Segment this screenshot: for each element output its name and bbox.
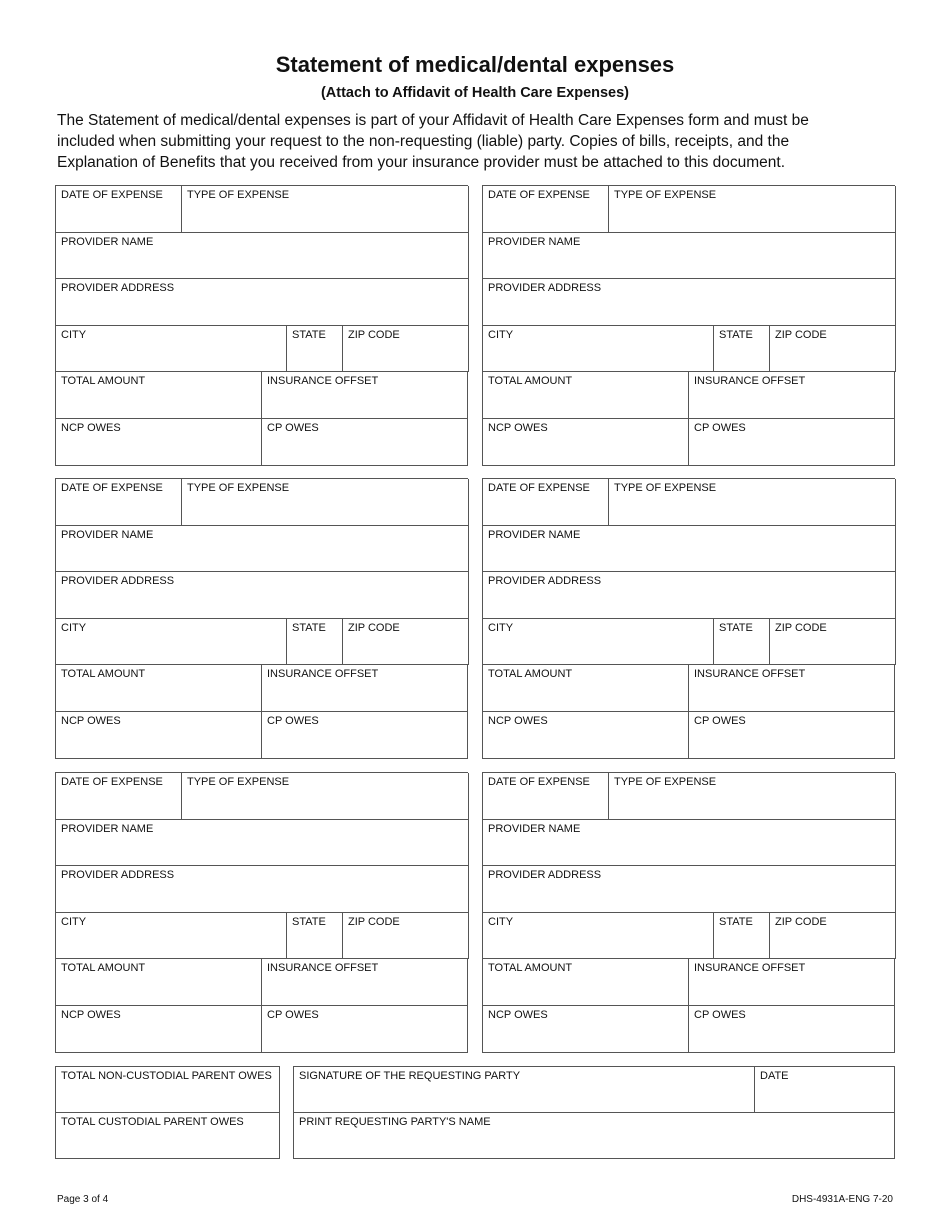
state-label: STATE bbox=[292, 329, 326, 341]
state-label: STATE bbox=[719, 622, 753, 634]
provider-name-label: PROVIDER NAME bbox=[488, 529, 581, 541]
provider-name-input[interactable] bbox=[488, 550, 890, 568]
ncp-owes-label: NCP OWES bbox=[61, 1009, 121, 1021]
state-cell[interactable] bbox=[714, 913, 770, 959]
intro-line: included when submitting your request to the non-requesting (liable) party. Copies of bills, receipts, and the bbox=[57, 133, 790, 150]
ncp-owes-input[interactable] bbox=[61, 1031, 256, 1049]
zip-code-input[interactable] bbox=[348, 937, 463, 955]
expense-block bbox=[482, 772, 895, 1053]
date-of-expense-label: DATE OF EXPENSE bbox=[61, 776, 163, 788]
ncp-owes-input[interactable] bbox=[61, 444, 256, 462]
city-label: CITY bbox=[61, 329, 87, 341]
type-of-expense-cell[interactable] bbox=[609, 479, 896, 526]
zip-code-input[interactable] bbox=[775, 937, 890, 955]
provider-name-input[interactable] bbox=[61, 844, 463, 862]
date-of-expense-cell[interactable] bbox=[483, 479, 609, 526]
provider-name-cell[interactable] bbox=[483, 526, 896, 572]
date-of-expense-label: DATE OF EXPENSE bbox=[61, 482, 163, 494]
ncp-owes-cell[interactable] bbox=[56, 712, 262, 759]
signature-label: SIGNATURE OF THE REQUESTING PARTY bbox=[299, 1070, 521, 1082]
total-ncp-owes-label: TOTAL NON-CUSTODIAL PARENT OWES bbox=[61, 1070, 272, 1082]
cp-owes-input[interactable] bbox=[267, 737, 462, 755]
date-cell[interactable] bbox=[755, 1067, 895, 1113]
city-cell[interactable] bbox=[483, 619, 714, 665]
total-amount-cell[interactable] bbox=[56, 665, 262, 712]
zip-code-label: ZIP CODE bbox=[775, 329, 827, 341]
city-input[interactable] bbox=[61, 937, 281, 955]
provider-address-cell[interactable] bbox=[56, 866, 469, 913]
insurance-offset-label: INSURANCE OFFSET bbox=[694, 668, 806, 680]
cp-owes-input[interactable] bbox=[694, 1031, 889, 1049]
date-of-expense-input[interactable] bbox=[61, 504, 176, 522]
total-amount-label: TOTAL AMOUNT bbox=[488, 962, 573, 974]
date-of-expense-input[interactable] bbox=[488, 211, 603, 229]
insurance-offset-input[interactable] bbox=[267, 690, 462, 708]
date-of-expense-cell[interactable] bbox=[483, 186, 609, 233]
expense-block bbox=[55, 772, 468, 1053]
total-amount-input[interactable] bbox=[61, 690, 256, 708]
provider-name-input[interactable] bbox=[488, 257, 890, 275]
insurance-offset-label: INSURANCE OFFSET bbox=[267, 375, 379, 387]
provider-address-input[interactable] bbox=[61, 304, 463, 322]
cp-owes-input[interactable] bbox=[694, 444, 889, 462]
provider-address-input[interactable] bbox=[488, 597, 890, 615]
zip-code-cell[interactable] bbox=[770, 913, 896, 959]
type-of-expense-cell[interactable] bbox=[609, 773, 896, 820]
total-amount-label: TOTAL AMOUNT bbox=[488, 668, 573, 680]
state-cell[interactable] bbox=[714, 326, 770, 372]
type-of-expense-input[interactable] bbox=[187, 504, 463, 522]
ncp-owes-input[interactable] bbox=[61, 737, 256, 755]
provider-address-input[interactable] bbox=[488, 891, 890, 909]
print-name-input[interactable] bbox=[299, 1137, 889, 1155]
state-input[interactable] bbox=[719, 937, 764, 955]
intro-paragraph bbox=[57, 110, 897, 173]
expense-block bbox=[55, 185, 468, 466]
city-input[interactable] bbox=[61, 643, 281, 661]
state-cell[interactable] bbox=[287, 913, 343, 959]
total-amount-input[interactable] bbox=[488, 690, 683, 708]
signature-box bbox=[293, 1066, 895, 1159]
provider-name-input[interactable] bbox=[61, 550, 463, 568]
expense-block bbox=[55, 478, 468, 759]
ncp-owes-input[interactable] bbox=[488, 444, 683, 462]
city-cell[interactable] bbox=[483, 913, 714, 959]
date-of-expense-label: DATE OF EXPENSE bbox=[61, 189, 163, 201]
date-of-expense-label: DATE OF EXPENSE bbox=[488, 482, 590, 494]
ncp-owes-label: NCP OWES bbox=[61, 715, 121, 727]
date-of-expense-cell[interactable] bbox=[483, 773, 609, 820]
type-of-expense-cell[interactable] bbox=[182, 479, 469, 526]
provider-address-label: PROVIDER ADDRESS bbox=[61, 869, 175, 881]
zip-code-cell[interactable] bbox=[770, 326, 896, 372]
date-of-expense-label: DATE OF EXPENSE bbox=[488, 776, 590, 788]
type-of-expense-label: TYPE OF EXPENSE bbox=[187, 189, 290, 201]
print-name-cell[interactable] bbox=[294, 1113, 895, 1159]
city-input[interactable] bbox=[488, 937, 708, 955]
zip-code-label: ZIP CODE bbox=[775, 916, 827, 928]
page-number: Page 3 of 4 bbox=[57, 1194, 109, 1205]
type-of-expense-label: TYPE OF EXPENSE bbox=[614, 776, 717, 788]
provider-name-input[interactable] bbox=[61, 257, 463, 275]
ncp-owes-input[interactable] bbox=[488, 737, 683, 755]
type-of-expense-cell[interactable] bbox=[182, 773, 469, 820]
ncp-owes-cell[interactable] bbox=[56, 1006, 262, 1053]
date-input[interactable] bbox=[760, 1091, 889, 1109]
zip-code-cell[interactable] bbox=[343, 913, 469, 959]
city-cell[interactable] bbox=[483, 326, 714, 372]
cp-owes-cell[interactable] bbox=[689, 1006, 895, 1053]
state-label: STATE bbox=[292, 916, 326, 928]
total-amount-label: TOTAL AMOUNT bbox=[61, 962, 146, 974]
insurance-offset-label: INSURANCE OFFSET bbox=[694, 375, 806, 387]
total-amount-cell[interactable] bbox=[483, 665, 689, 712]
date-of-expense-input[interactable] bbox=[61, 798, 176, 816]
state-cell[interactable] bbox=[287, 326, 343, 372]
total-cp-owes-cell[interactable] bbox=[56, 1113, 280, 1159]
insurance-offset-input[interactable] bbox=[694, 984, 889, 1002]
provider-name-cell[interactable] bbox=[56, 820, 469, 866]
cp-owes-cell[interactable] bbox=[262, 712, 468, 759]
insurance-offset-input[interactable] bbox=[694, 397, 889, 415]
total-ncp-owes-input[interactable] bbox=[61, 1091, 274, 1109]
city-label: CITY bbox=[488, 329, 514, 341]
total-amount-cell[interactable] bbox=[56, 372, 262, 419]
signature-input[interactable] bbox=[299, 1091, 749, 1109]
state-input[interactable] bbox=[292, 937, 337, 955]
ncp-owes-cell[interactable] bbox=[483, 419, 689, 466]
cp-owes-label: CP OWES bbox=[694, 422, 746, 434]
city-cell[interactable] bbox=[56, 326, 287, 372]
total-amount-cell[interactable] bbox=[56, 959, 262, 1006]
insurance-offset-label: INSURANCE OFFSET bbox=[694, 962, 806, 974]
provider-address-label: PROVIDER ADDRESS bbox=[488, 575, 602, 587]
cp-owes-label: CP OWES bbox=[694, 1009, 746, 1021]
city-label: CITY bbox=[61, 916, 87, 928]
insurance-offset-cell[interactable] bbox=[262, 959, 468, 1006]
cp-owes-cell[interactable] bbox=[262, 419, 468, 466]
type-of-expense-input[interactable] bbox=[187, 211, 463, 229]
state-label: STATE bbox=[292, 622, 326, 634]
expense-block bbox=[482, 478, 895, 759]
type-of-expense-label: TYPE OF EXPENSE bbox=[614, 482, 717, 494]
provider-name-label: PROVIDER NAME bbox=[61, 236, 154, 248]
insurance-offset-cell[interactable] bbox=[689, 959, 895, 1006]
insurance-offset-cell[interactable] bbox=[262, 665, 468, 712]
cp-owes-label: CP OWES bbox=[267, 715, 319, 727]
provider-name-label: PROVIDER NAME bbox=[488, 236, 581, 248]
intro-line: Explanation of Benefits that you received from your insurance provider must be attached to this document. bbox=[57, 154, 786, 171]
intro-line: The Statement of medical/dental expenses is part of your Affidavit of Health Care Expenses form and must be bbox=[57, 112, 809, 129]
type-of-expense-cell[interactable] bbox=[609, 186, 896, 233]
zip-code-cell[interactable] bbox=[343, 326, 469, 372]
city-label: CITY bbox=[61, 622, 87, 634]
insurance-offset-cell[interactable] bbox=[262, 372, 468, 419]
zip-code-input[interactable] bbox=[348, 350, 463, 368]
date-of-expense-cell[interactable] bbox=[56, 186, 182, 233]
type-of-expense-input[interactable] bbox=[614, 211, 890, 229]
state-label: STATE bbox=[719, 329, 753, 341]
provider-address-input[interactable] bbox=[61, 891, 463, 909]
total-amount-cell[interactable] bbox=[483, 372, 689, 419]
provider-address-input[interactable] bbox=[488, 304, 890, 322]
ncp-owes-cell[interactable] bbox=[483, 712, 689, 759]
total-amount-input[interactable] bbox=[61, 984, 256, 1002]
total-amount-label: TOTAL AMOUNT bbox=[61, 668, 146, 680]
date-of-expense-cell[interactable] bbox=[56, 479, 182, 526]
provider-name-cell[interactable] bbox=[483, 233, 896, 279]
cp-owes-cell[interactable] bbox=[262, 1006, 468, 1053]
type-of-expense-label: TYPE OF EXPENSE bbox=[187, 482, 290, 494]
city-label: CITY bbox=[488, 622, 514, 634]
cp-owes-cell[interactable] bbox=[689, 712, 895, 759]
type-of-expense-label: TYPE OF EXPENSE bbox=[614, 189, 717, 201]
state-input[interactable] bbox=[292, 643, 337, 661]
expense-block bbox=[482, 185, 895, 466]
provider-address-cell[interactable] bbox=[483, 279, 896, 326]
state-input[interactable] bbox=[292, 350, 337, 368]
ncp-owes-cell[interactable] bbox=[483, 1006, 689, 1053]
ncp-owes-label: NCP OWES bbox=[488, 422, 548, 434]
zip-code-input[interactable] bbox=[775, 643, 890, 661]
city-cell[interactable] bbox=[56, 619, 287, 665]
zip-code-cell[interactable] bbox=[343, 619, 469, 665]
page-subtitle: (Attach to Affidavit of Health Care Expenses) bbox=[320, 85, 630, 101]
date-of-expense-input[interactable] bbox=[488, 504, 603, 522]
insurance-offset-cell[interactable] bbox=[689, 372, 895, 419]
provider-address-label: PROVIDER ADDRESS bbox=[488, 282, 602, 294]
provider-name-label: PROVIDER NAME bbox=[61, 529, 154, 541]
provider-address-cell[interactable] bbox=[483, 572, 896, 619]
total-amount-input[interactable] bbox=[61, 397, 256, 415]
total-amount-input[interactable] bbox=[488, 397, 683, 415]
city-input[interactable] bbox=[488, 643, 708, 661]
ncp-owes-label: NCP OWES bbox=[488, 1009, 548, 1021]
provider-address-cell[interactable] bbox=[483, 866, 896, 913]
insurance-offset-input[interactable] bbox=[267, 397, 462, 415]
total-cp-owes-input[interactable] bbox=[61, 1137, 274, 1155]
insurance-offset-input[interactable] bbox=[694, 690, 889, 708]
totals-box bbox=[55, 1066, 280, 1159]
provider-name-label: PROVIDER NAME bbox=[61, 823, 154, 835]
zip-code-label: ZIP CODE bbox=[348, 916, 400, 928]
state-label: STATE bbox=[719, 916, 753, 928]
provider-address-cell[interactable] bbox=[56, 279, 469, 326]
zip-code-label: ZIP CODE bbox=[775, 622, 827, 634]
provider-address-cell[interactable] bbox=[56, 572, 469, 619]
cp-owes-label: CP OWES bbox=[694, 715, 746, 727]
date-of-expense-cell[interactable] bbox=[56, 773, 182, 820]
total-amount-label: TOTAL AMOUNT bbox=[488, 375, 573, 387]
city-label: CITY bbox=[488, 916, 514, 928]
date-of-expense-input[interactable] bbox=[488, 798, 603, 816]
provider-address-label: PROVIDER ADDRESS bbox=[488, 869, 602, 881]
provider-address-label: PROVIDER ADDRESS bbox=[61, 282, 175, 294]
cp-owes-input[interactable] bbox=[694, 737, 889, 755]
type-of-expense-cell[interactable] bbox=[182, 186, 469, 233]
page-title: Statement of medical/dental expenses bbox=[275, 52, 675, 77]
date-of-expense-label: DATE OF EXPENSE bbox=[488, 189, 590, 201]
state-cell[interactable] bbox=[287, 619, 343, 665]
provider-name-label: PROVIDER NAME bbox=[488, 823, 581, 835]
total-amount-input[interactable] bbox=[488, 984, 683, 1002]
type-of-expense-input[interactable] bbox=[614, 798, 890, 816]
state-cell[interactable] bbox=[714, 619, 770, 665]
insurance-offset-cell[interactable] bbox=[689, 665, 895, 712]
print-name-label: PRINT REQUESTING PARTY'S NAME bbox=[299, 1116, 491, 1128]
zip-code-input[interactable] bbox=[348, 643, 463, 661]
provider-name-cell[interactable] bbox=[483, 820, 896, 866]
type-of-expense-input[interactable] bbox=[187, 798, 463, 816]
cp-owes-label: CP OWES bbox=[267, 1009, 319, 1021]
city-input[interactable] bbox=[488, 350, 708, 368]
provider-address-input[interactable] bbox=[61, 597, 463, 615]
ncp-owes-label: NCP OWES bbox=[488, 715, 548, 727]
total-amount-cell[interactable] bbox=[483, 959, 689, 1006]
total-cp-owes-label: TOTAL CUSTODIAL PARENT OWES bbox=[61, 1116, 244, 1128]
provider-name-cell[interactable] bbox=[56, 526, 469, 572]
insurance-offset-label: INSURANCE OFFSET bbox=[267, 668, 379, 680]
provider-name-input[interactable] bbox=[488, 844, 890, 862]
cp-owes-label: CP OWES bbox=[267, 422, 319, 434]
zip-code-input[interactable] bbox=[775, 350, 890, 368]
state-input[interactable] bbox=[719, 643, 764, 661]
provider-address-label: PROVIDER ADDRESS bbox=[61, 575, 175, 587]
ncp-owes-input[interactable] bbox=[488, 1031, 683, 1049]
type-of-expense-input[interactable] bbox=[614, 504, 890, 522]
insurance-offset-label: INSURANCE OFFSET bbox=[267, 962, 379, 974]
zip-code-label: ZIP CODE bbox=[348, 622, 400, 634]
ncp-owes-cell[interactable] bbox=[56, 419, 262, 466]
date-label: DATE bbox=[760, 1070, 789, 1082]
cp-owes-input[interactable] bbox=[267, 444, 462, 462]
total-amount-label: TOTAL AMOUNT bbox=[61, 375, 146, 387]
zip-code-cell[interactable] bbox=[770, 619, 896, 665]
state-input[interactable] bbox=[719, 350, 764, 368]
form-id: DHS-4931A-ENG 7-20 bbox=[791, 1194, 893, 1205]
ncp-owes-label: NCP OWES bbox=[61, 422, 121, 434]
total-ncp-owes-cell[interactable] bbox=[56, 1067, 280, 1113]
city-cell[interactable] bbox=[56, 913, 287, 959]
date-of-expense-input[interactable] bbox=[61, 211, 176, 229]
zip-code-label: ZIP CODE bbox=[348, 329, 400, 341]
provider-name-cell[interactable] bbox=[56, 233, 469, 279]
cp-owes-cell[interactable] bbox=[689, 419, 895, 466]
signature-cell[interactable] bbox=[294, 1067, 755, 1113]
insurance-offset-input[interactable] bbox=[267, 984, 462, 1002]
city-input[interactable] bbox=[61, 350, 281, 368]
type-of-expense-label: TYPE OF EXPENSE bbox=[187, 776, 290, 788]
cp-owes-input[interactable] bbox=[267, 1031, 462, 1049]
